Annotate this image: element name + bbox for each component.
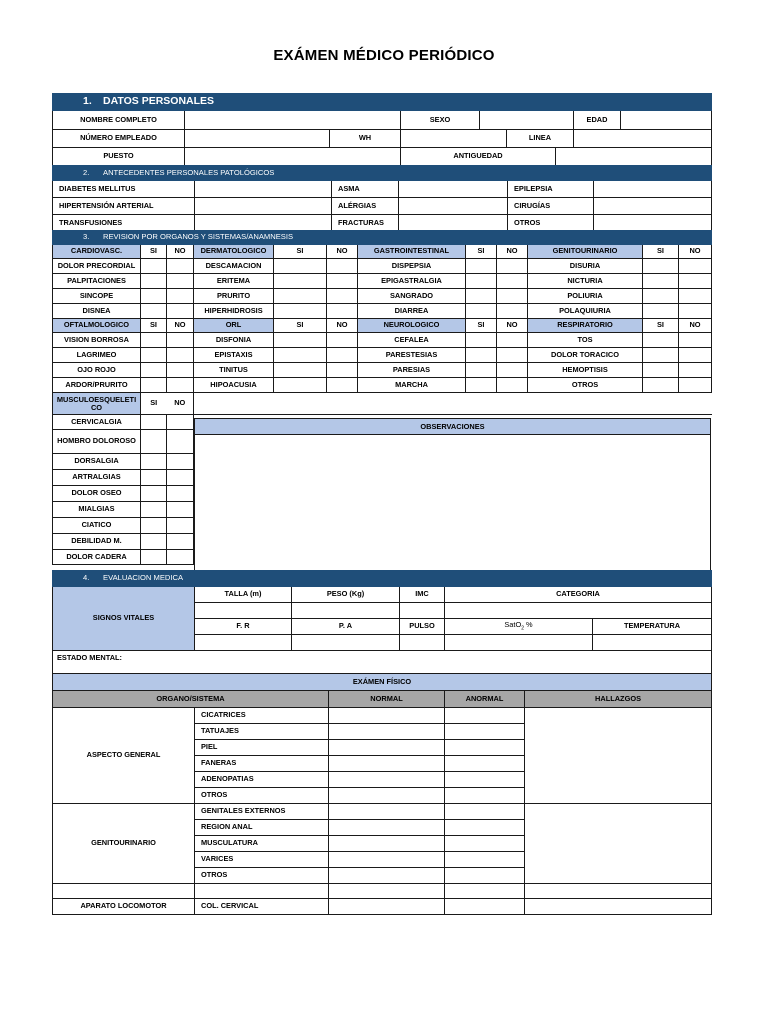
label-cirugias: CIRUGÍAS [508, 198, 594, 215]
item-region-anal: REGION ANAL [195, 820, 329, 836]
blank-row-normal[interactable] [329, 884, 445, 899]
symptom-cefalea: CEFALEA [358, 333, 466, 348]
symptom-prurito: PRURITO [194, 289, 274, 304]
symptom-mialgias: MIALGIAS [53, 502, 141, 518]
si-checkbox-ojo-rojo[interactable] [141, 363, 167, 378]
symptom-dolor-toracico: DOLOR TORACICO [528, 348, 643, 363]
section-2-header: 2. ANTECEDENTES PERSONALES PATOLÓGICOS [53, 166, 712, 181]
si-checkbox-hipoacusia[interactable] [274, 378, 327, 393]
group-header-genitourinario: GENITOURINARIO [528, 245, 643, 259]
no-checkbox-prurito[interactable] [327, 289, 358, 304]
symptom-artralgias: ARTRALGIAS [53, 470, 141, 486]
si-header: SI [141, 319, 167, 333]
input-categoria[interactable] [445, 603, 712, 619]
item-adenopatias: ADENOPATIAS [195, 772, 329, 788]
si-checkbox-ardor-prurito[interactable] [141, 378, 167, 393]
input-asma[interactable] [399, 181, 508, 198]
si-header: SI [643, 319, 679, 333]
label-sexo: SEXO [401, 111, 480, 130]
symptom-epigastralgia: EPIGASTRALGIA [358, 274, 466, 289]
no-checkbox-tos[interactable] [679, 333, 712, 348]
si-checkbox-nicturia[interactable] [643, 274, 679, 289]
si-checkbox-ciatico[interactable] [141, 518, 167, 534]
group-header-neurologico: NEUROLOGICO [358, 319, 466, 333]
examen-fisico-title: EXÁMEN FÍSICO [53, 674, 712, 691]
label-talla: TALLA (m) [195, 587, 292, 603]
section-4-header: 4. EVALUACION MEDICA [53, 571, 712, 587]
group-header-respiratorio: RESPIRATORIO [528, 319, 643, 333]
input-numero-empleado[interactable] [185, 130, 330, 148]
input-hipertension[interactable] [195, 198, 332, 215]
symptom-diarrea: DIARREA [358, 304, 466, 319]
label-transfusiones: TRANSFUSIONES [53, 215, 195, 232]
si-checkbox-mialgias[interactable] [141, 502, 167, 518]
input-edad[interactable] [621, 111, 712, 130]
symptom-descamacion: DESCAMACION [194, 259, 274, 274]
no-checkbox-cefalea[interactable] [497, 333, 528, 348]
si-header: SI [141, 393, 167, 415]
input-puesto[interactable] [185, 148, 401, 166]
symptom-tinitus: TINITUS [194, 363, 274, 378]
si-checkbox-disuria[interactable] [643, 259, 679, 274]
examen-fisico-section [52, 673, 711, 915]
group-header-dermatologico: DERMATOLOGICO [194, 245, 274, 259]
no-checkbox-sangrado[interactable] [497, 289, 528, 304]
si-checkbox-dolor-cadera[interactable] [141, 550, 167, 565]
si-checkbox-palpitaciones[interactable] [141, 274, 167, 289]
input-transfusiones[interactable] [195, 215, 332, 232]
anormal-faneras[interactable] [445, 756, 525, 772]
symptom-hipoacusia: HIPOACUSIA [194, 378, 274, 393]
anormal-otros-aspecto[interactable] [445, 788, 525, 804]
hallazgos-genitourinario[interactable] [525, 804, 712, 884]
si-checkbox-polaquiuria[interactable] [643, 304, 679, 319]
hallazgos-col-cervical[interactable] [525, 899, 712, 915]
group-header-oftalmologico: OFTALMOLOGICO [53, 319, 141, 333]
no-checkbox-hemoptisis[interactable] [679, 363, 712, 378]
label-nombre: NOMBRE COMPLETO [53, 111, 185, 130]
label-estado-mental: ESTADO MENTAL: [57, 653, 123, 662]
no-checkbox-sincope[interactable] [167, 289, 194, 304]
si-checkbox-descamacion[interactable] [274, 259, 327, 274]
label-linea: LINEA [507, 130, 574, 148]
group-header-cardiovasc: CARDIOVASC. [53, 245, 141, 259]
anormal-cicatrices[interactable] [445, 708, 525, 724]
label-peso: PESO (Kg) [292, 587, 400, 603]
input-epilepsia[interactable] [594, 181, 712, 198]
label-epilepsia: EPILEPSIA [508, 181, 594, 198]
si-checkbox-eritema[interactable] [274, 274, 327, 289]
col-anormal: ANORMAL [445, 691, 525, 708]
section-3-header: 3. REVISION POR ORGANOS Y SISTEMAS/ANAMNESIS [53, 231, 712, 245]
label-fracturas: FRACTURAS [332, 215, 399, 232]
anormal-musculatura[interactable] [445, 836, 525, 852]
symptom-tos: TOS [528, 333, 643, 348]
group-header-musculoesqueletico: MUSCULOESQUELETICO [53, 393, 141, 415]
anormal-col-cervical[interactable] [445, 899, 525, 915]
no-checkbox-dolor-oseo[interactable] [167, 486, 194, 502]
si-checkbox-dolor-precordial[interactable] [141, 259, 167, 274]
input-pa[interactable] [292, 635, 400, 651]
input-imc[interactable] [400, 603, 445, 619]
label-hipertension: HIPERTENSIÓN ARTERIAL [53, 198, 195, 215]
label-edad: EDAD [574, 111, 621, 130]
observaciones-area [194, 418, 711, 570]
no-checkbox-otros[interactable] [679, 378, 712, 393]
anormal-region-anal[interactable] [445, 820, 525, 836]
si-checkbox-diarrea[interactable] [466, 304, 497, 319]
input-nombre[interactable] [185, 111, 401, 130]
group-header-gastrointestinal: GASTROINTESTINAL [358, 245, 466, 259]
no-checkbox-hombro-doloroso[interactable] [167, 430, 194, 454]
no-checkbox-debilidad-m[interactable] [167, 534, 194, 550]
hallazgos-aspecto-general[interactable] [525, 708, 712, 804]
item-piel: PIEL [195, 740, 329, 756]
antecedentes-section [52, 165, 711, 232]
input-sexo[interactable] [480, 111, 574, 130]
personal-data-section [52, 93, 711, 166]
aspecto-general-label: ASPECTO GENERAL [53, 708, 195, 804]
input-cirugias[interactable] [594, 198, 712, 215]
normal-musculatura[interactable] [329, 836, 445, 852]
anormal-otros-genito[interactable] [445, 868, 525, 884]
no-header: NO [327, 319, 358, 333]
input-antiguedad[interactable] [556, 148, 712, 166]
si-header: SI [274, 245, 327, 259]
input-pulso[interactable] [400, 635, 445, 651]
item-faneras: FANERAS [195, 756, 329, 772]
si-checkbox-hiperhidrosis[interactable] [274, 304, 327, 319]
symptom-sincope: SINCOPE [53, 289, 141, 304]
symptom-ojo-rojo: OJO ROJO [53, 363, 141, 378]
no-checkbox-eritema[interactable] [327, 274, 358, 289]
item-genitales-externos: GENITALES EXTERNOS [195, 804, 329, 820]
observaciones-input[interactable] [194, 435, 711, 571]
genitourinario-label: GENITOURINARIO [53, 804, 195, 884]
musculo-header-spacer [194, 393, 712, 415]
label-asma: ASMA [332, 181, 399, 198]
no-header: NO [679, 319, 712, 333]
no-header: NO [167, 245, 194, 259]
label-puesto: PUESTO [53, 148, 185, 166]
item-otros-aspecto: OTROS [195, 788, 329, 804]
input-peso[interactable] [292, 603, 400, 619]
label-diabetes: DIABETES MELLITUS [53, 181, 195, 198]
si-header: SI [466, 245, 497, 259]
no-checkbox-ciatico[interactable] [167, 518, 194, 534]
label-alergias: ALÉRGIAS [332, 198, 399, 215]
input-linea[interactable] [574, 130, 712, 148]
no-checkbox-paresias[interactable] [497, 363, 528, 378]
col-normal: NORMAL [329, 691, 445, 708]
normal-varices[interactable] [329, 852, 445, 868]
label-temperatura: TEMPERATURA [593, 619, 712, 635]
symptom-marcha: MARCHA [358, 378, 466, 393]
symptom-lagrimeo: LAGRIMEO [53, 348, 141, 363]
symptom-paresias: PARESIAS [358, 363, 466, 378]
si-checkbox-artralgias[interactable] [141, 470, 167, 486]
symptom-poliuria: POLIURIA [528, 289, 643, 304]
si-checkbox-marcha[interactable] [466, 378, 497, 393]
si-checkbox-dispepsia[interactable] [466, 259, 497, 274]
no-checkbox-ardor-prurito[interactable] [167, 378, 194, 393]
symptom-ciatico: CIATICO [53, 518, 141, 534]
symptom-hemoptisis: HEMOPTISIS [528, 363, 643, 378]
symptom-dolor-oseo: DOLOR OSEO [53, 486, 141, 502]
si-checkbox-dolor-toracico[interactable] [643, 348, 679, 363]
no-checkbox-descamacion[interactable] [327, 259, 358, 274]
normal-otros-aspecto[interactable] [329, 788, 445, 804]
section-1-header: 1. DATOS PERSONALES [53, 94, 712, 111]
aparato-locomotor-label: APARATO LOCOMOTOR [53, 899, 195, 915]
item-col-cervical: COL. CERVICAL [195, 899, 329, 915]
si-checkbox-sangrado[interactable] [466, 289, 497, 304]
si-checkbox-parestesias[interactable] [466, 348, 497, 363]
item-varices: VARICES [195, 852, 329, 868]
item-musculatura: MUSCULATURA [195, 836, 329, 852]
anormal-genitales-externos[interactable] [445, 804, 525, 820]
no-checkbox-nicturia[interactable] [679, 274, 712, 289]
no-checkbox-epigastralgia[interactable] [497, 274, 528, 289]
no-checkbox-diarrea[interactable] [497, 304, 528, 319]
document-title: EXÁMEN MÉDICO PERIÓDICO [273, 47, 495, 64]
no-checkbox-mialgias[interactable] [167, 502, 194, 518]
si-checkbox-dorsalgia[interactable] [141, 454, 167, 470]
blank-row-hallazgos[interactable] [525, 884, 712, 899]
input-fr[interactable] [195, 635, 292, 651]
normal-tatuajes[interactable] [329, 724, 445, 740]
si-header: SI [466, 319, 497, 333]
normal-region-anal[interactable] [329, 820, 445, 836]
label-imc: IMC [400, 587, 445, 603]
no-checkbox-dispepsia[interactable] [497, 259, 528, 274]
symptom-parestesias: PARESTESIAS [358, 348, 466, 363]
blank-row-anormal[interactable] [445, 884, 525, 899]
si-checkbox-epigastralgia[interactable] [466, 274, 497, 289]
blank-row-organo[interactable] [53, 884, 195, 899]
input-otros-antecedentes[interactable] [594, 215, 712, 232]
normal-genitales-externos[interactable] [329, 804, 445, 820]
no-checkbox-artralgias[interactable] [167, 470, 194, 486]
symptom-dispepsia: DISPEPSIA [358, 259, 466, 274]
si-checkbox-dolor-oseo[interactable] [141, 486, 167, 502]
label-numero-empleado: NÚMERO EMPLEADO [53, 130, 185, 148]
si-checkbox-disfonia[interactable] [274, 333, 327, 348]
estado-mental-field[interactable] [53, 651, 712, 674]
si-checkbox-hombro-doloroso[interactable] [141, 430, 167, 454]
no-checkbox-poliuria[interactable] [679, 289, 712, 304]
si-checkbox-tos[interactable] [643, 333, 679, 348]
item-cicatrices: CICATRICES [195, 708, 329, 724]
observaciones-header: OBSERVACIONES [194, 418, 711, 435]
no-checkbox-epistaxis[interactable] [327, 348, 358, 363]
si-checkbox-tinitus[interactable] [274, 363, 327, 378]
label-wh: WH [330, 130, 401, 148]
no-checkbox-tinitus[interactable] [327, 363, 358, 378]
si-checkbox-cefalea[interactable] [466, 333, 497, 348]
no-checkbox-ojo-rojo[interactable] [167, 363, 194, 378]
symptom-sangrado: SANGRADO [358, 289, 466, 304]
si-checkbox-epistaxis[interactable] [274, 348, 327, 363]
label-antiguedad: ANTIGUEDAD [401, 148, 556, 166]
no-checkbox-hiperhidrosis[interactable] [327, 304, 358, 319]
symptom-otros: OTROS [528, 378, 643, 393]
si-header: SI [274, 319, 327, 333]
anormal-tatuajes[interactable] [445, 724, 525, 740]
no-header: NO [167, 319, 194, 333]
si-checkbox-vision-borrosa[interactable] [141, 333, 167, 348]
si-checkbox-hemoptisis[interactable] [643, 363, 679, 378]
normal-otros-genito[interactable] [329, 868, 445, 884]
si-header: SI [141, 245, 167, 259]
anormal-adenopatias[interactable] [445, 772, 525, 788]
input-diabetes[interactable] [195, 181, 332, 198]
no-checkbox-dorsalgia[interactable] [167, 454, 194, 470]
symptom-vision-borrosa: VISION BORROSA [53, 333, 141, 348]
no-checkbox-palpitaciones[interactable] [167, 274, 194, 289]
si-checkbox-cervicalgia[interactable] [141, 415, 167, 430]
no-checkbox-cervicalgia[interactable] [167, 415, 194, 430]
no-checkbox-polaquiuria[interactable] [679, 304, 712, 319]
no-checkbox-hipoacusia[interactable] [327, 378, 358, 393]
anormal-piel[interactable] [445, 740, 525, 756]
label-fr: F. R [195, 619, 292, 635]
no-checkbox-lagrimeo[interactable] [167, 348, 194, 363]
col-hallazgos: HALLAZGOS [525, 691, 712, 708]
item-tatuajes: TATUAJES [195, 724, 329, 740]
symptom-palpitaciones: PALPITACIONES [53, 274, 141, 289]
no-checkbox-disuria[interactable] [679, 259, 712, 274]
input-wh[interactable] [401, 130, 507, 148]
si-checkbox-prurito[interactable] [274, 289, 327, 304]
input-alergias[interactable] [399, 198, 508, 215]
symptom-ardor-prurito: ARDOR/PRURITO [53, 378, 141, 393]
normal-faneras[interactable] [329, 756, 445, 772]
symptom-debilidad-m: DEBILIDAD M. [53, 534, 141, 550]
si-checkbox-sincope[interactable] [141, 289, 167, 304]
no-checkbox-dolor-toracico[interactable] [679, 348, 712, 363]
symptom-hombro-doloroso: HOMBRO DOLOROSO [53, 430, 141, 454]
symptom-epistaxis: EPISTAXIS [194, 348, 274, 363]
si-checkbox-poliuria[interactable] [643, 289, 679, 304]
input-temperatura[interactable] [593, 635, 712, 651]
si-checkbox-disnea[interactable] [141, 304, 167, 319]
label-otros-antecedentes: OTROS [508, 215, 594, 232]
label-categoria: CATEGORIA [445, 587, 712, 603]
input-fracturas[interactable] [399, 215, 508, 232]
label-pa: P. A [292, 619, 400, 635]
label-sato2: SatO$_2$ % [445, 619, 593, 635]
no-checkbox-dolor-precordial[interactable] [167, 259, 194, 274]
group-header-orl: ORL [194, 319, 274, 333]
si-header: SI [643, 245, 679, 259]
symptom-disfonia: DISFONIA [194, 333, 274, 348]
normal-cicatrices[interactable] [329, 708, 445, 724]
symptom-nicturia: NICTURIA [528, 274, 643, 289]
symptom-hiperhidrosis: HIPERHIDROSIS [194, 304, 274, 319]
si-checkbox-paresias[interactable] [466, 363, 497, 378]
symptom-dorsalgia: DORSALGIA [53, 454, 141, 470]
no-checkbox-vision-borrosa[interactable] [167, 333, 194, 348]
normal-col-cervical[interactable] [329, 899, 445, 915]
si-checkbox-otros[interactable] [643, 378, 679, 393]
blank-row-item[interactable] [195, 884, 329, 899]
symptom-disuria: DISURIA [528, 259, 643, 274]
no-header: NO [327, 245, 358, 259]
no-checkbox-marcha[interactable] [497, 378, 528, 393]
label-pulso: PULSO [400, 619, 445, 635]
input-talla[interactable] [195, 603, 292, 619]
normal-piel[interactable] [329, 740, 445, 756]
no-checkbox-dolor-cadera[interactable] [167, 550, 194, 565]
item-otros-genito: OTROS [195, 868, 329, 884]
symptom-dolor-precordial: DOLOR PRECORDIAL [53, 259, 141, 274]
si-checkbox-lagrimeo[interactable] [141, 348, 167, 363]
no-header: NO [497, 319, 528, 333]
no-header: NO [679, 245, 712, 259]
no-header: NO [167, 393, 194, 415]
symptom-dolor-cadera: DOLOR CADERA [53, 550, 141, 565]
symptom-disnea: DISNEA [53, 304, 141, 319]
symptom-eritema: ERITEMA [194, 274, 274, 289]
symptom-cervicalgia: CERVICALGIA [53, 415, 141, 430]
no-checkbox-disfonia[interactable] [327, 333, 358, 348]
no-checkbox-disnea[interactable] [167, 304, 194, 319]
col-organo-sistema: ORGANO/SISTEMA [53, 691, 329, 708]
symptom-polaquiuria: POLAQUIURIA [528, 304, 643, 319]
input-sato2[interactable] [445, 635, 593, 651]
anormal-varices[interactable] [445, 852, 525, 868]
no-header: NO [497, 245, 528, 259]
signos-vitales-label: SIGNOS VITALES [53, 587, 195, 651]
evaluacion-section [52, 570, 711, 674]
normal-adenopatias[interactable] [329, 772, 445, 788]
no-checkbox-parestesias[interactable] [497, 348, 528, 363]
si-checkbox-debilidad-m[interactable] [141, 534, 167, 550]
